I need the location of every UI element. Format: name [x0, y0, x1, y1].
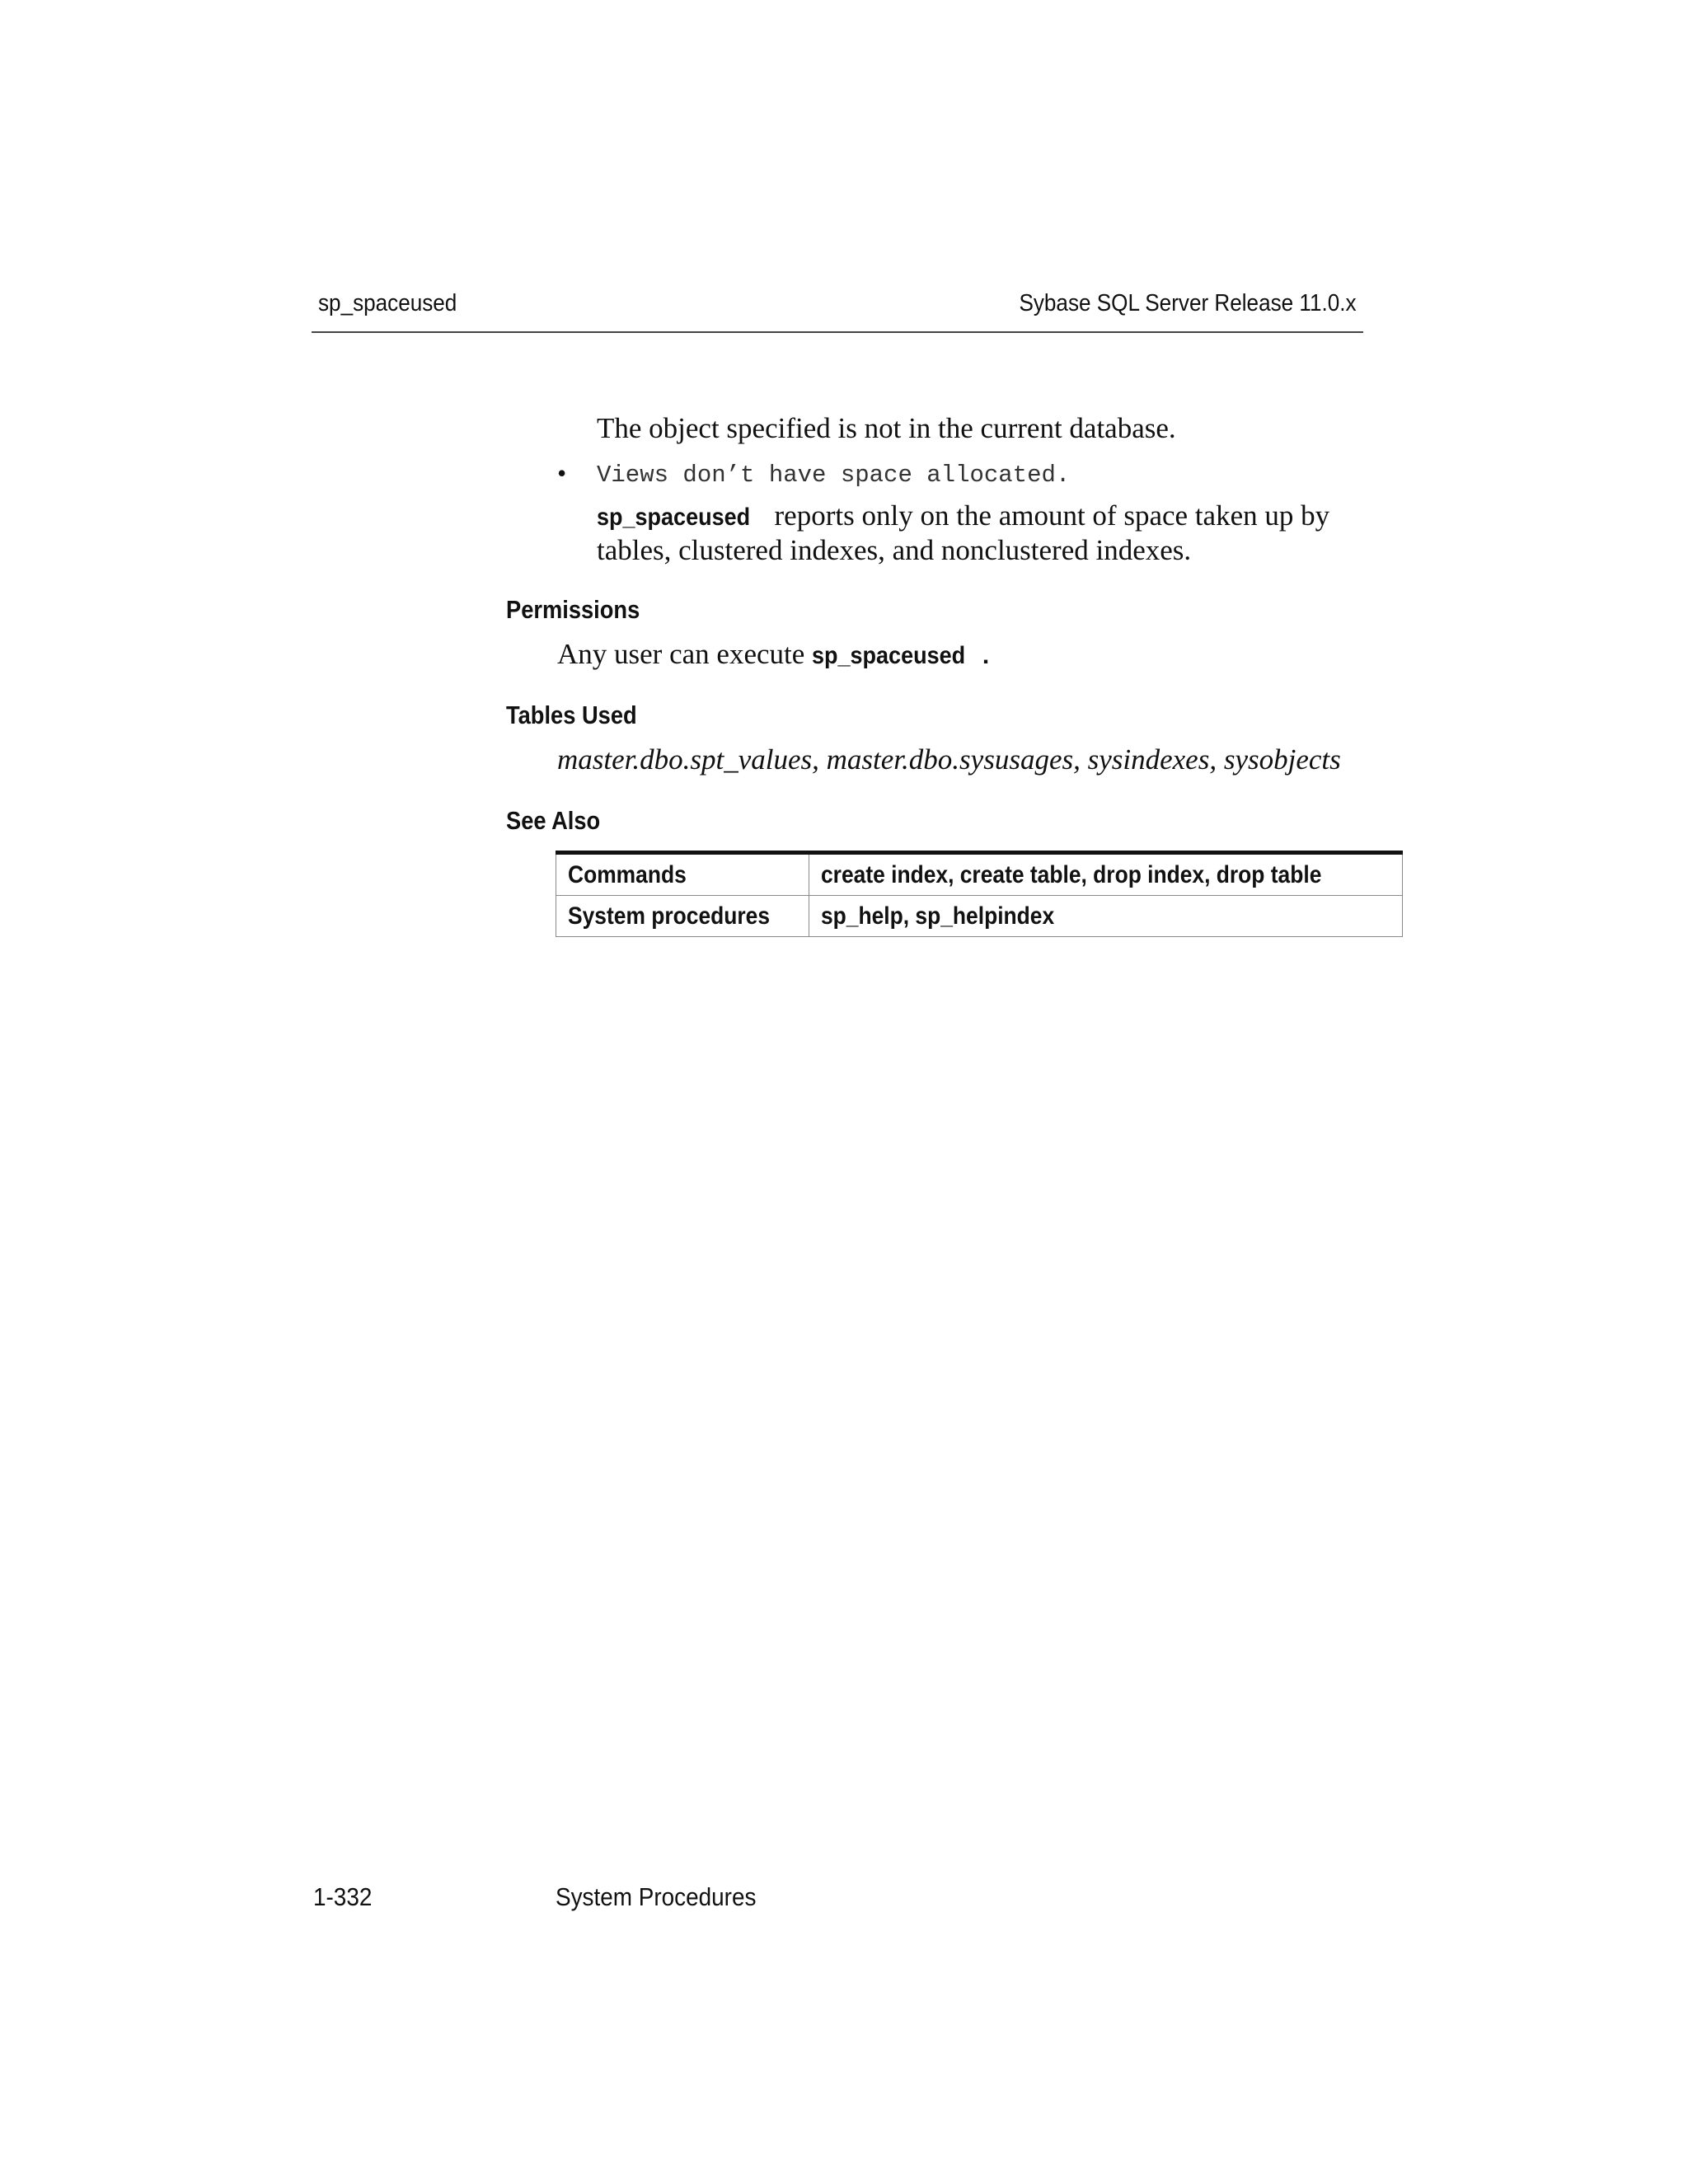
table-cell-category: System procedures — [556, 896, 809, 937]
table-cell-category: Commands — [556, 853, 809, 896]
see-also-table — [556, 851, 1403, 937]
header-procedure-name: sp_spaceused — [318, 290, 457, 316]
table-cell-items: create index, create table, drop index, drop table — [809, 853, 1402, 896]
footer-section-title: System Procedures — [556, 1882, 757, 1911]
permissions-text: Any user can execute — [557, 638, 813, 670]
procedure-name-term: sp_spaceused — [597, 504, 751, 531]
permissions-period: . — [982, 642, 990, 669]
paragraph-reports-scope — [597, 499, 1372, 567]
table-cell-items: sp_help, sp_helpindex — [809, 896, 1402, 937]
section-heading-tables-used: Tables Used — [506, 701, 637, 729]
table-row — [556, 896, 1403, 937]
paragraph-object-not-in-database: The object specified is not in the current database. — [597, 412, 1176, 444]
header-product-release: Sybase SQL Server Release 11.0.x — [1019, 290, 1357, 316]
footer-page-number: 1-332 — [313, 1882, 373, 1911]
procedure-name-term: sp_spaceused — [812, 642, 966, 669]
bullet-views-no-space: Views don’t have space allocated. — [597, 462, 1071, 489]
section-heading-permissions: Permissions — [506, 595, 640, 624]
paragraph-permissions — [557, 638, 989, 673]
section-heading-see-also: See Also — [506, 806, 601, 835]
running-header — [312, 290, 1363, 333]
reports-text-line2: tables, clustered indexes, and nonclustered indexes. — [597, 534, 1192, 566]
bullet-icon: • — [557, 458, 567, 488]
reports-text-line1: reports only on the amount of space taken up by — [767, 499, 1330, 532]
table-row — [556, 853, 1403, 896]
tables-used-list: master.dbo.spt_values, master.dbo.sysusages, sysindexes, sysobjects — [557, 743, 1341, 776]
